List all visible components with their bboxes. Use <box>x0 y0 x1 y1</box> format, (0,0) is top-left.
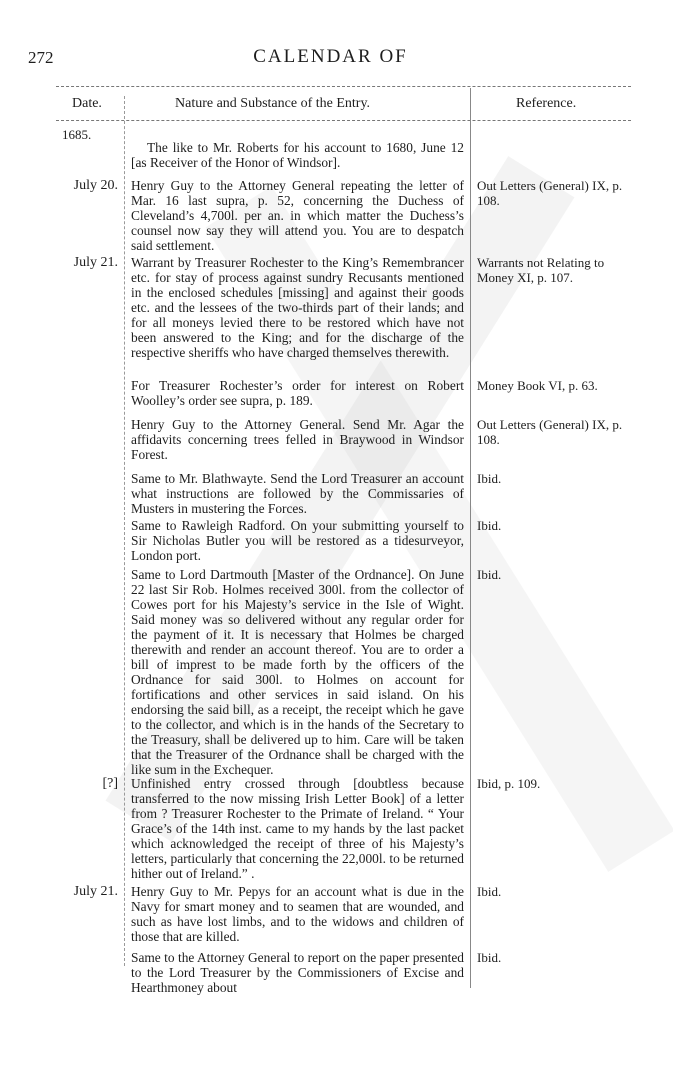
entry-reference: Money Book VI, p. 63. <box>477 378 598 393</box>
entry-reference: Ibid. <box>477 518 502 533</box>
entry-reference: Out Letters (General) IX, p. 108. <box>477 417 623 447</box>
entry-text: Same to Lord Dartmouth [Master of the Ordnance]. On June 22 last Sir Rob. Holmes received 300l. from the collector of Cowes port for his Majesty’s service in the Isle of Wight. Said money was so delivered without any regular order for the payment of it. It is necessary that Holmes be charged therewith and render an account thereof. You are to order a bill of imprest to be made forth by the officers of the Ordnance for said 300l. to Holmes on account for fortifications and other services in said island. On his endorsing the said bill, as a receipt, the receipt which he gave to the collector, and which is in the hands of the Secretary to the Treasury, shall be delivered up to him. Care will be taken that the Treasurer of the Ordnance shall be charged with the like sum in the Exchequer. <box>131 567 464 777</box>
entry-date: July 21. <box>73 884 118 899</box>
entry-text: The like to Mr. Roberts for his account to 1680, June 12 [as Receiver of the Honor of Windsor]. <box>131 140 464 170</box>
column-divider-date <box>124 96 125 966</box>
entry-reference: Ibid. <box>477 471 502 486</box>
entry-reference: Warrants not Relating to Money XI, p. 107. <box>477 255 605 285</box>
column-divider-reference <box>470 88 471 988</box>
entry-reference: Ibid. <box>477 567 502 582</box>
entry-date: July 20. <box>73 178 118 193</box>
page-number: 272 <box>28 48 54 67</box>
year-label: 1685. <box>62 127 92 142</box>
entry-text: Henry Guy to Mr. Pepys for an account what is due in the Navy for smart money and to seamen that are wounded, and such as have lost limbs, and to the widows and children of those that are killed. <box>131 884 464 944</box>
entry-text: Unfinished entry crossed through [doubtless because transferred to the now missing Irish Letter Book] of a letter from ? Treasurer Rochester to the Primate of Ireland. “ Your Grace’s of the 14th inst. came to my hands by the last packet which acknowledged the receipt of three of his Majesty’s letters, particularly that concerning the 22,000l. to be returned hither out of Ireland.” . <box>131 776 464 881</box>
entry-text: Henry Guy to the Attorney General. Send Mr. Agar the affidavits concerning trees felled in Braywood in Windsor Forest. <box>131 417 464 462</box>
column-headers <box>56 86 631 122</box>
entry-reference: Out Letters (General) IX, p. 108. <box>477 178 623 208</box>
entry-reference: Ibid. <box>477 950 502 965</box>
entry-date: July 21. <box>73 255 118 270</box>
entry-text: Same to Rawleigh Radford. On your submitting yourself to Sir Nicholas Butler you will be restored as a tidesurveyor, London port. <box>131 518 464 563</box>
entry-text: Same to Mr. Blathwayte. Send the Lord Treasurer an account what instructions are followed by the Commissaries of Musters in mustering the Forces. <box>131 471 464 516</box>
entry-text: For Treasurer Rochester’s order for interest on Robert Woolley’s order see supra, p. 189. <box>131 378 464 408</box>
entry-text: Henry Guy to the Attorney General repeating the letter of Mar. 16 last supra, p. 52, concerning the Duchess of Cleveland’s 4,700l. per an. in which matter the Duchess’s counsel now say they will attend you. You are to despatch said settlement. <box>131 178 464 253</box>
page-header <box>28 46 633 76</box>
entry-text: Warrant by Treasurer Rochester to the King’s Remembrancer etc. for stay of process against sundry Recusants mentioned in the enclosed schedules [missing] and against their goods etc. and the lessees of the two-thirds part of their lands; and for all moneys levied there to be restored which have not been answered to the King; and for the discharge of the respective sheriffs who have charged themselves therewith. <box>131 255 464 360</box>
entry-reference: Ibid. <box>477 884 502 899</box>
running-title: CALENDAR OF <box>253 46 408 67</box>
entry-reference: Ibid, p. 109. <box>477 776 541 791</box>
column-header-reference: Reference. <box>516 96 577 111</box>
column-header-date: Date. <box>72 96 102 111</box>
entry-text: Same to the Attorney General to report on the paper presented to the Lord Treasurer by the Commissioners of Excise and Hearthmoney about <box>131 950 464 995</box>
entry-date: [?] <box>102 776 118 791</box>
column-header-nature: Nature and Substance of the Entry. <box>175 96 371 111</box>
